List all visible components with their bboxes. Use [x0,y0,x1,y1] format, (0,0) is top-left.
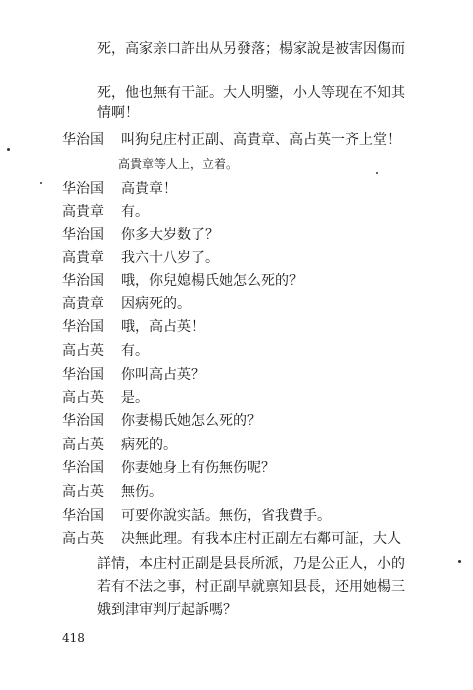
text-line: 死，高家亲口許出从另發落；楊家說是被害因傷而 [97,41,405,57]
text-line: 死，他也無有干証。大人明鑒，小人等现在不知其 [97,85,405,101]
dialogue-text: 是。 [121,390,149,406]
speaker-name: 高占英 [62,390,104,406]
stage-direction: 高貴章等人上，立着。 [118,157,239,171]
speaker-name: 高占英 [62,484,104,500]
dialogue-text: 因病死的。 [121,296,191,312]
speaker-name: 华治国 [62,132,104,148]
dialogue-text: 哦，你兒媳楊氏她怎么死的？ [121,273,303,289]
speaker-name: 高占英 [62,343,104,359]
dialogue-text: 你叫高占英？ [121,367,205,383]
scan-speck [376,172,378,174]
speaker-name: 华治国 [62,181,104,197]
dialogue-text: 我六十八岁了。 [121,250,219,266]
dialogue-text: 哦，高占英！ [121,319,205,335]
speaker-name: 高貴章 [62,296,104,312]
dialogue-text: 你妻楊氏她怎么死的？ [121,413,261,429]
text-line: 若有不法之事，村正副早就禀知县長，还用她楊三 [97,579,405,595]
dialogue-text: 病死的。 [121,437,177,453]
text-line: 情啊！ [97,105,139,121]
speaker-name: 华治国 [62,413,104,429]
speaker-name: 华治国 [62,273,104,289]
speaker-name: 高貴章 [62,250,104,266]
text-line: 詳情，本庄村正副是县長所派，乃是公正人，小的 [97,556,405,572]
speaker-name: 高貴章 [62,204,104,220]
dialogue-text: 可要你說实話。無伤，省我費手。 [121,508,331,524]
speaker-name: 高占英 [62,531,104,547]
speaker-name: 高占英 [62,437,104,453]
dialogue-text: 有。 [121,204,149,220]
speaker-name: 华治国 [62,319,104,335]
dialogue-text: 無伤。 [121,484,163,500]
dialogue-text: 叫狗兒庄村正副、高貴章、高占英一齐上堂！ [121,132,401,148]
dialogue-text: 有。 [121,343,149,359]
speaker-name: 华治国 [62,227,104,243]
speaker-name: 华治国 [62,367,104,383]
page-number: 418 [62,631,85,645]
speaker-name: 华治国 [62,460,104,476]
dialogue-text: 你多大岁数了？ [121,227,219,243]
dialogue-text: 决無此理。有我本庄村正副左右鄰可証，大人 [121,531,401,547]
dialogue-text: 你妻她身上有伤無伤呢？ [121,460,275,476]
dialogue-text: 高貴章！ [121,181,177,197]
scan-speck [7,148,10,151]
scan-speck [458,560,461,563]
speaker-name: 华治国 [62,508,104,524]
scan-speck [40,182,42,184]
text-line: 娥到津审判厅起訴嗎？ [97,602,237,618]
